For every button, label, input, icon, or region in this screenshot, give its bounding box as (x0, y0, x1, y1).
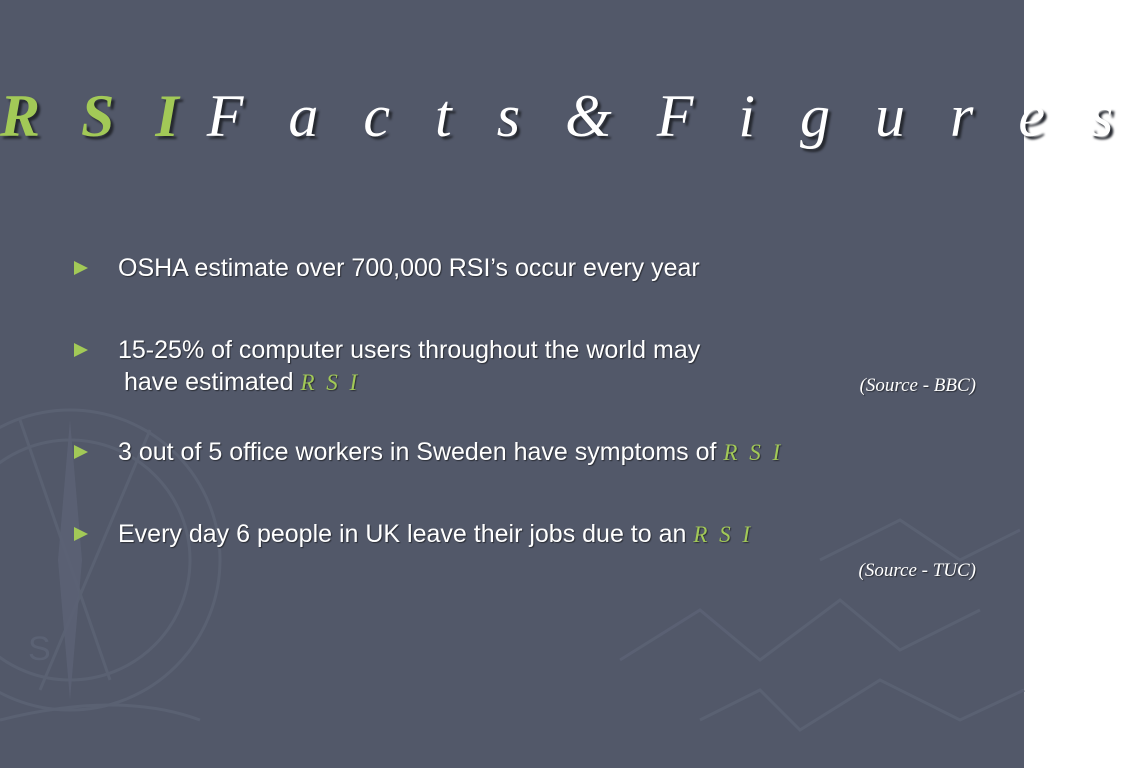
bullet-arrow-icon (74, 261, 88, 275)
rsi-accent: R S I (693, 522, 754, 547)
bullet-arrow-icon (74, 527, 88, 541)
rsi-accent: R S I (300, 370, 361, 395)
compass-letter-s: S (28, 630, 51, 668)
bullet-arrow-icon (74, 343, 88, 357)
title-rest: F a c t s & F i g u r e s (206, 83, 1128, 149)
bullet-text-line1: 15-25% of computer users throughout the world may (118, 336, 701, 364)
bullet-text: OSHA estimate over 700,000 RSI’s occur every year (118, 254, 700, 282)
bullet-text: Every day 6 people in UK leave their jobs due to an (118, 520, 687, 548)
bullet-text: 3 out of 5 office workers in Sweden have symptoms of (118, 438, 717, 466)
source-tuc: (Source - TUC) (858, 560, 976, 581)
source-bbc: (Source - BBC) (859, 375, 976, 396)
title-accent: R S I (0, 83, 192, 149)
bullet-arrow-icon (74, 445, 88, 459)
rsi-accent: R S I (723, 440, 784, 465)
bullet-text-line2: have estimated (124, 368, 294, 396)
